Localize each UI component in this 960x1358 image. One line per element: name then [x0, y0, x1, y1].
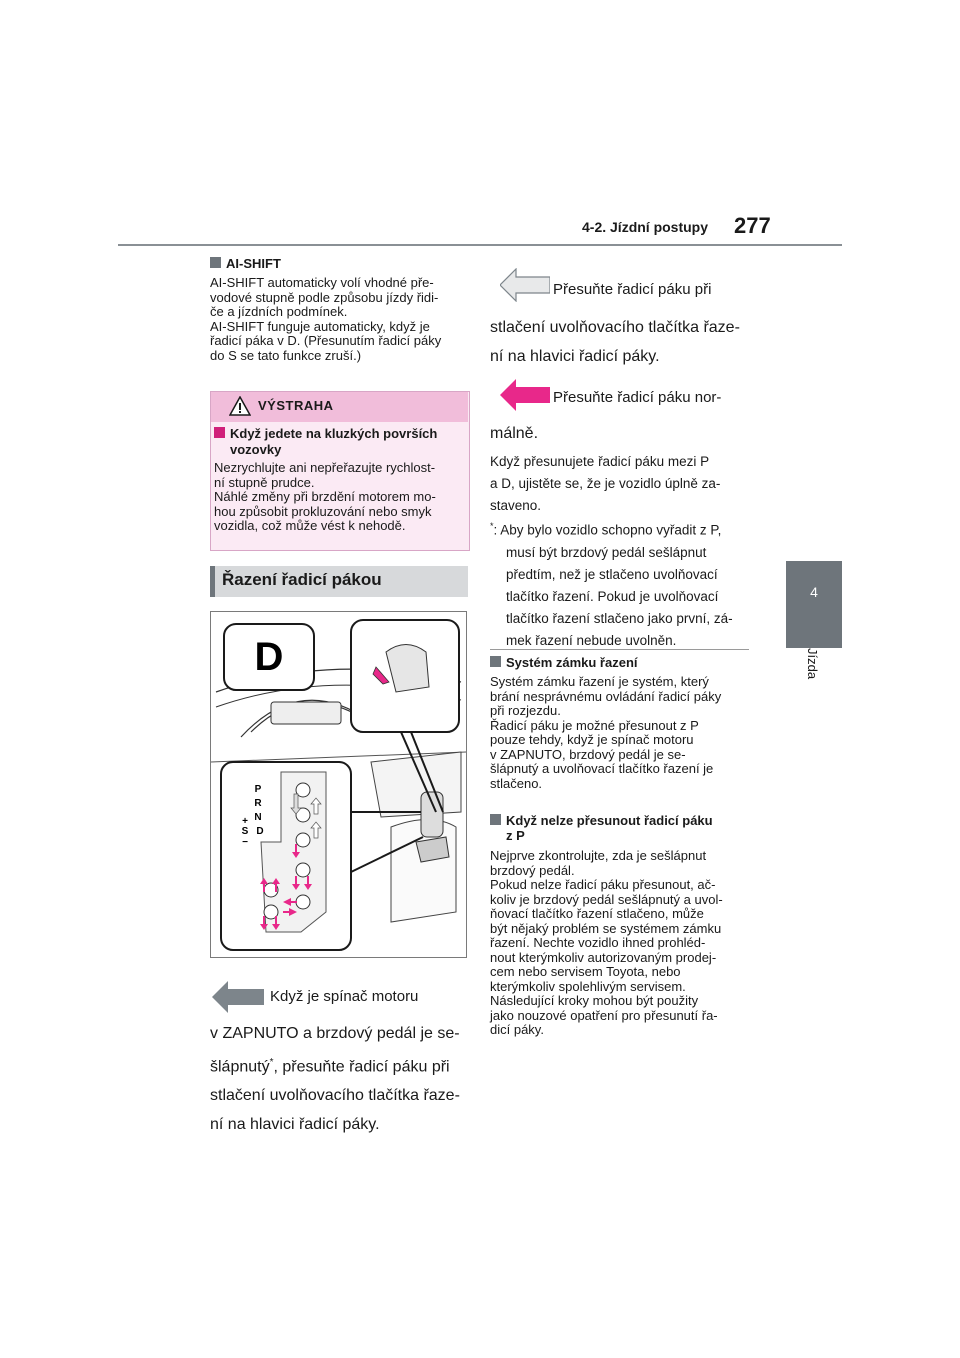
text-line: Řadicí páku je možné přesunout z P [490, 717, 699, 733]
text-line: mek řazení nebude uvolněn. [506, 632, 677, 648]
text-line: brzdový pedál. [490, 862, 575, 878]
text-line: a D, ujistěte se, že je vozidlo úplně za- [490, 476, 721, 491]
white-arrow-text [490, 313, 752, 371]
gear-letter-d: D [256, 826, 264, 837]
text-line: tlačítko řazení stlačeno jako první, zá- [506, 610, 733, 626]
text-line: ní na hlavici řadicí páky. [210, 1116, 380, 1134]
gear-letter-n: N [254, 812, 262, 823]
pink-arrow-caption: Přesuňte řadicí páku nor- [553, 389, 722, 406]
shift-lock-text [490, 675, 755, 791]
section-header: 4-2. Jízdní postupy [582, 219, 709, 235]
text-line: Nejprve zkontrolujte, zda je sešlápnut [490, 848, 707, 863]
text-line: vozidla, což může vést k nehodě. [214, 518, 406, 533]
text-line: AI-SHIFT automaticky volí vhodné pře- [210, 275, 434, 290]
white-arrow-icon [500, 268, 550, 302]
text-line: stlačeno. [490, 775, 543, 791]
text-line: Následující kroky mohou být použity [490, 993, 699, 1008]
text-line: ní stupně prudce. [214, 474, 315, 490]
text-line: do S se tato funkce zruší.) [210, 347, 362, 363]
text-line: Pokud nelze řadicí páku přesunout, ač- [490, 877, 716, 892]
text-line: ňovací tlačítko řazení stlačeno, může [490, 906, 704, 921]
pink-arrow-text [490, 419, 752, 448]
ai-shift-text [210, 276, 472, 363]
text-line: če a jízdních podmínek. [210, 304, 348, 319]
warning-text [214, 461, 468, 534]
text-line: hou způsobit prokluzování nebo smyk [214, 503, 432, 519]
figure-callout-label: D [254, 635, 284, 679]
text-line: Když přesunujete řadicí páku mezi P [490, 454, 710, 469]
text-line: kterýmkoliv spolehlivým servisem. [490, 978, 686, 994]
text-line: stlačení uvolňovacího tlačítka řaze- [490, 319, 740, 336]
page-number: 277 [734, 213, 771, 238]
text-line: pouze tehdy, když je spínač motoru [490, 732, 694, 747]
text-line: řazení. Nechte vozidlo ihned prohléd- [490, 935, 706, 950]
text-line: stlačení uvolňovacího tlačítka řaze- [210, 1087, 460, 1105]
text-line: málně. [490, 425, 539, 442]
section-title: Řazení řadicí pákou [222, 570, 382, 589]
text-line: tlačítko řazení. Pokud je uvolňovací [506, 588, 719, 604]
bullet-square-icon [210, 257, 221, 268]
footnote [490, 515, 752, 652]
section-divider [490, 649, 749, 650]
text-line: nout kterýmkoliv autorizovaným prodej- [490, 949, 717, 965]
text-line: vodové stupně podle způsobu jízdy řidi- [210, 289, 439, 305]
text-line: musí být brzdový pedál sešlápnut [506, 544, 707, 560]
text-line: řadicí páka v D. (Přesunutím řadicí páky [210, 333, 442, 348]
text-line: Systém zámku řazení je systém, který [490, 674, 709, 689]
shift-lock-heading: Systém zámku řazení [490, 655, 638, 670]
shift-body-text [210, 1019, 472, 1139]
text-line: Nezrychlujte ani nepřeřazujte rychlost- [214, 460, 436, 475]
text-line: cem nebo servisem Toyota, nebo [490, 964, 681, 979]
text-line: v ZAPNUTO, brzdový pedál je se- [490, 746, 686, 762]
text-line: jako nouzové opatření pro přesunutí řa- [490, 1007, 718, 1023]
bullet-square-icon [490, 814, 501, 825]
text-line: šlápnutý*, přesuňte řadicí páku při [210, 1057, 450, 1076]
text-line: Náhlé změny při brzdění motorem mo- [214, 489, 436, 504]
text-line: předtím, než je stlačeno uvolňovací [506, 566, 718, 582]
cannot-shift-heading: Když nelze přesunout řadicí páku z P [490, 813, 752, 843]
text-line: AI-SHIFT funguje automaticky, když je [210, 318, 430, 334]
text-line: v ZAPNUTO a brzdový pedál je se- [210, 1025, 460, 1042]
gear-letter-plus: + [242, 816, 248, 827]
text-line: ní na hlavici řadicí páky. [490, 348, 660, 365]
ai-shift-heading: AI-SHIFT [210, 256, 281, 271]
warning-subheading: Když jedete na kluzkých površích vozovky [214, 426, 464, 458]
gray-arrow-caption: Když je spínač motoru [270, 988, 419, 1005]
warning-triangle-icon [229, 396, 251, 416]
gear-letter-p: P [254, 784, 262, 795]
warning-title: VÝSTRAHA [258, 398, 334, 413]
gear-letter-minus: − [242, 837, 248, 848]
shift-lever-illustration [211, 612, 466, 957]
text-line: koliv je brzdový pedál sešlápnutý a uvol- [490, 891, 723, 907]
bullet-square-icon [490, 656, 501, 667]
gear-letter-r: R [254, 798, 262, 809]
text-line: brání nesprávnému ovládání řadicí páky [490, 688, 722, 704]
text-line: šlápnutý a uvolňovací tlačítko řazení je [490, 761, 714, 776]
bullet-square-icon [214, 427, 225, 438]
chapter-label: Jízda [805, 648, 820, 680]
pink-arrow-icon [500, 378, 550, 412]
gray-arrow-icon [212, 980, 264, 1014]
text-line: být nějaký problém se systémem zámku [490, 920, 722, 936]
white-arrow-caption: Přesuňte řadicí páku při [553, 281, 712, 298]
text-line: při rozjezdu. [490, 703, 561, 718]
text-line: *: Aby bylo vozidlo schopno vyřadit z P, [490, 521, 722, 538]
text-line: staveno. [490, 498, 542, 513]
shift-lever-figure [210, 611, 467, 958]
chapter-tab[interactable]: 4 [786, 561, 842, 648]
text-line: dicí páky. [490, 1022, 544, 1037]
header-rule [118, 244, 842, 246]
cannot-shift-text [490, 849, 755, 1038]
gear-letter-s: S [241, 826, 249, 837]
shift-note [490, 451, 752, 517]
